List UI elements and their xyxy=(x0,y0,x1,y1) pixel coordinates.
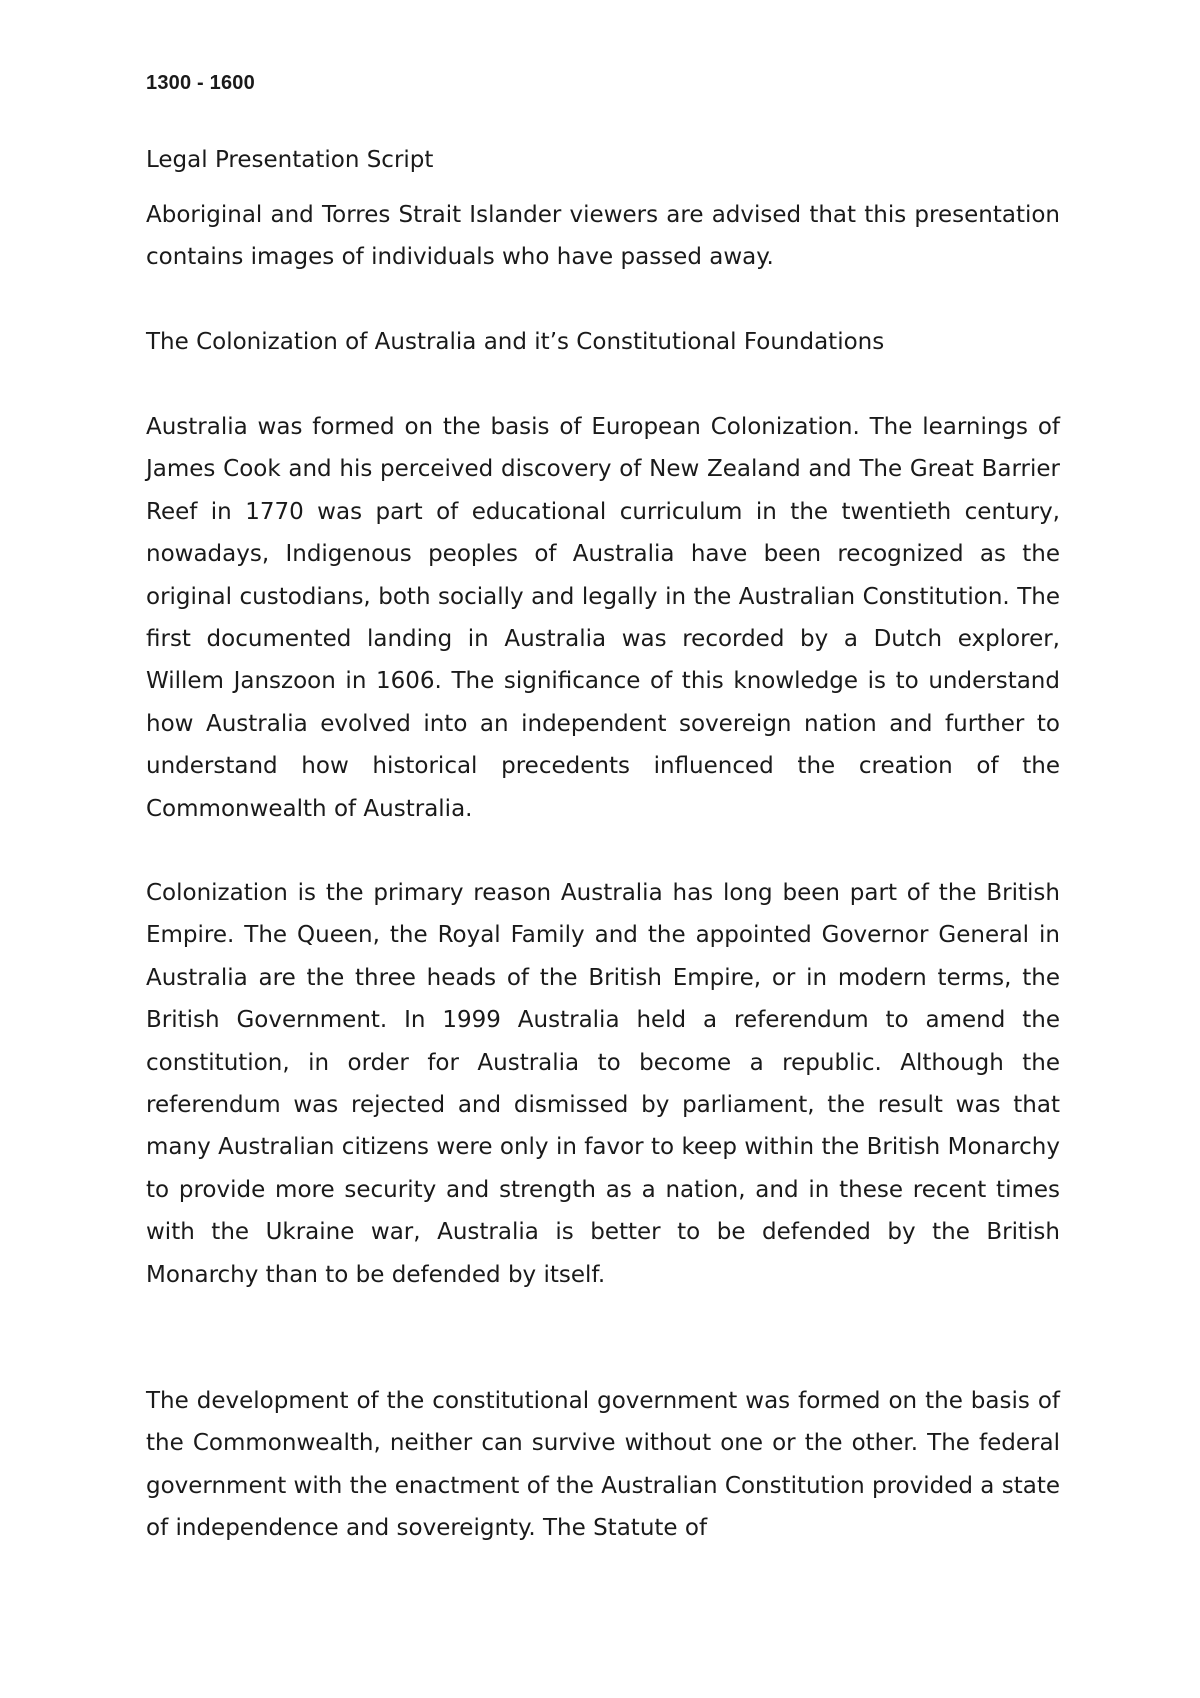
body-paragraph: The development of the constitutional government was formed on the basis of the Commonwealth, neither can survive without one or the other. The federal government with the enactment of the Australian Constitution provided a state of independence and sovereignty. The Statute of xyxy=(146,1388,1060,1542)
advisory-notice: Aboriginal and Torres Strait Islander viewers are advised that this presentation contains images of individuals who have passed away. xyxy=(146,202,1060,271)
section-heading: The Colonization of Australia and it’s Constitutional Foundations xyxy=(146,329,885,355)
body-paragraph: Colonization is the primary reason Australia has long been part of the British Empire. The Queen, the Royal Family and the appointed Governor General in Australia are the three heads of the British Empire, or in modern terms, the British Government. In 1999 Australia held a referendum to amend the constitution, in order for Australia to become a republic. Although the referendum was rejected and dismissed by parliament, the result was that many Australian citizens were only in favor to keep within the British Monarchy to provide more security and strength as a nation, and in these recent times with the Ukraine war, Australia is better to be defended by the British Monarchy than to be defended by itself. xyxy=(146,880,1060,1288)
body-paragraph: Australia was formed on the basis of European Colonization. The learnings of James Cook and his perceived discovery of New Zealand and The Great Barrier Reef in 1770 was part of educational curriculum in the twentieth century, nowadays, Indigenous peoples of Australia have been recognized as the original custodians, both socially and legally in the Australian Constitution. The first documented landing in Australia was recorded by a Dutch explorer, Willem Janszoon in 1606. The significance of this knowledge is to understand how Australia evolved into an independent sovereign nation and further to understand how historical precedents influenced the creation of the Commonwealth of Australia. xyxy=(146,414,1060,822)
time-range-header: 1300 - 1600 xyxy=(146,72,255,94)
document-title: Legal Presentation Script xyxy=(146,147,434,173)
